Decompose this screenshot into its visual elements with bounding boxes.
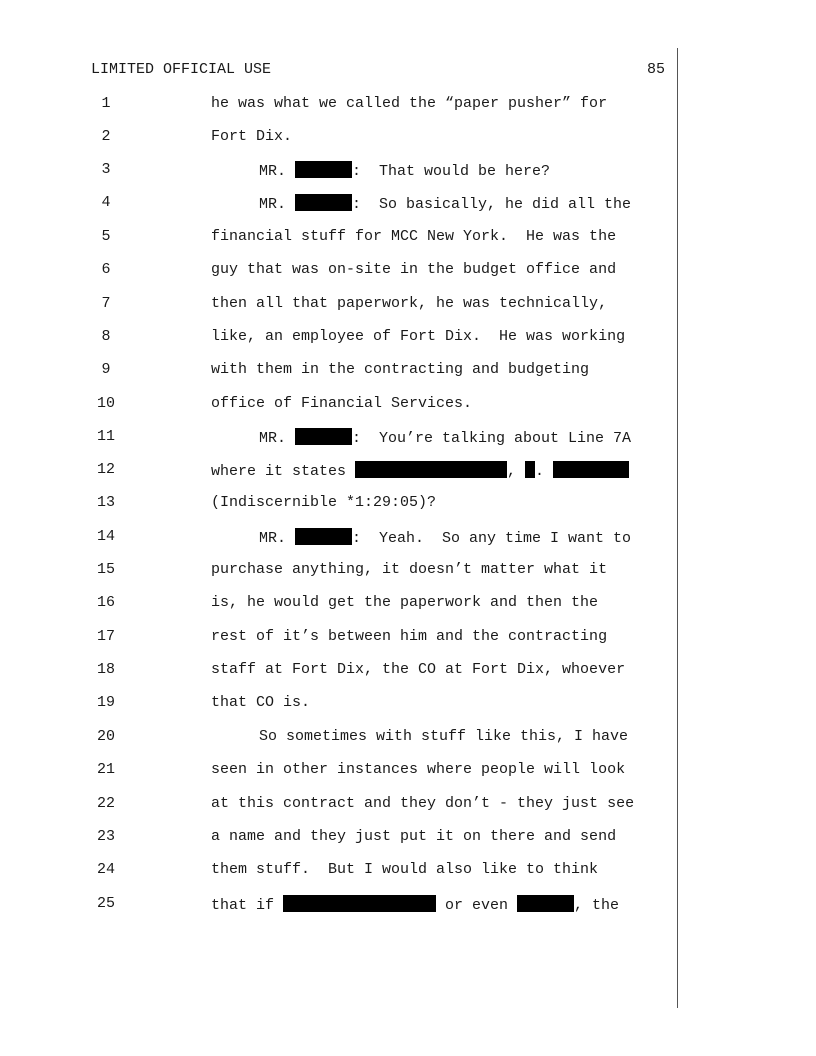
transcript-line bbox=[0, 228, 680, 250]
line-text bbox=[211, 461, 629, 480]
line-number: 16 bbox=[96, 594, 115, 611]
redaction-box bbox=[295, 194, 352, 211]
line-text: guy that was on-site in the budget office and bbox=[211, 261, 617, 278]
line-number: 12 bbox=[96, 461, 115, 478]
line-text-part: or even bbox=[436, 897, 518, 914]
transcript-line bbox=[0, 295, 680, 317]
line-number: 11 bbox=[96, 428, 115, 445]
line-number: 19 bbox=[96, 694, 115, 711]
speaker-line bbox=[259, 161, 550, 180]
line-number: 8 bbox=[101, 328, 111, 345]
line-text-part: , the bbox=[574, 897, 620, 914]
redaction-box bbox=[283, 895, 436, 912]
speaker-prefix: MR. bbox=[259, 430, 296, 447]
line-text: a name and they just put it on there and send bbox=[211, 828, 617, 845]
line-number: 2 bbox=[101, 128, 111, 145]
transcript-line bbox=[0, 594, 680, 616]
line-text: Fort Dix. bbox=[211, 128, 293, 145]
line-text: is, he would get the paperwork and then the bbox=[211, 594, 599, 611]
line-text: that CO is. bbox=[211, 694, 311, 711]
transcript-line bbox=[0, 895, 680, 917]
line-number: 14 bbox=[96, 528, 115, 545]
transcript-line bbox=[0, 328, 680, 350]
speaker-prefix: MR. bbox=[259, 163, 296, 180]
line-text-part: that if bbox=[211, 897, 284, 914]
line-number: 6 bbox=[101, 261, 111, 278]
line-number: 18 bbox=[96, 661, 115, 678]
line-text: seen in other instances where people will look bbox=[211, 761, 626, 778]
transcript-line bbox=[0, 528, 680, 550]
line-text: with them in the contracting and budgeting bbox=[211, 361, 590, 378]
line-text: rest of it’s between him and the contracting bbox=[211, 628, 608, 645]
transcript-line bbox=[0, 795, 680, 817]
line-number: 4 bbox=[101, 194, 111, 211]
transcript-line bbox=[0, 461, 680, 483]
line-text: then all that paperwork, he was technically, bbox=[211, 295, 608, 312]
line-number: 7 bbox=[101, 295, 111, 312]
line-number: 9 bbox=[101, 361, 111, 378]
line-number: 21 bbox=[96, 761, 115, 778]
redaction-box bbox=[295, 428, 352, 445]
line-text: financial stuff for MCC New York. He was the bbox=[211, 228, 617, 245]
speaker-text: : You’re talking about Line 7A bbox=[352, 430, 632, 447]
transcript-line bbox=[0, 395, 680, 417]
speaker-text: : So basically, he did all the bbox=[352, 196, 632, 213]
line-number: 23 bbox=[96, 828, 115, 845]
line-text: (Indiscernible *1:29:05)? bbox=[211, 494, 437, 511]
redaction-box bbox=[295, 528, 352, 545]
line-number: 5 bbox=[101, 228, 111, 245]
line-text-part: . bbox=[535, 463, 554, 480]
line-text: them stuff. But I would also like to think bbox=[211, 861, 599, 878]
redaction-box bbox=[295, 161, 352, 178]
transcript-line bbox=[0, 561, 680, 583]
line-number: 22 bbox=[96, 795, 115, 812]
line-text: office of Financial Services. bbox=[211, 395, 473, 412]
line-number: 13 bbox=[96, 494, 115, 511]
speaker-text: : That would be here? bbox=[352, 163, 551, 180]
line-number: 1 bbox=[101, 95, 111, 112]
transcript-line bbox=[0, 494, 680, 516]
redaction-box bbox=[355, 461, 507, 478]
transcript-line bbox=[0, 861, 680, 883]
line-number: 3 bbox=[101, 161, 111, 178]
line-text bbox=[211, 895, 619, 914]
transcript-line bbox=[0, 728, 680, 750]
line-number: 15 bbox=[96, 561, 115, 578]
line-text: staff at Fort Dix, the CO at Fort Dix, whoever bbox=[211, 661, 626, 678]
line-number: 20 bbox=[96, 728, 115, 745]
speaker-prefix: MR. bbox=[259, 530, 296, 547]
speaker-line bbox=[259, 194, 631, 213]
transcript-line bbox=[0, 95, 680, 117]
page-number: 85 bbox=[647, 61, 666, 78]
transcript-line bbox=[0, 428, 680, 450]
line-number: 24 bbox=[96, 861, 115, 878]
header-classification: LIMITED OFFICIAL USE bbox=[91, 61, 272, 78]
transcript-line bbox=[0, 761, 680, 783]
line-number: 25 bbox=[96, 895, 115, 912]
transcript-line bbox=[0, 161, 680, 183]
transcript-line bbox=[0, 128, 680, 150]
transcript-line bbox=[0, 828, 680, 850]
line-text: So sometimes with stuff like this, I have bbox=[259, 728, 629, 745]
transcript-line bbox=[0, 194, 680, 216]
line-text: he was what we called the “paper pusher” for bbox=[211, 95, 608, 112]
line-text: like, an employee of Fort Dix. He was working bbox=[211, 328, 626, 345]
transcript-line bbox=[0, 261, 680, 283]
speaker-line bbox=[259, 428, 631, 447]
transcript-line bbox=[0, 628, 680, 650]
line-number: 17 bbox=[96, 628, 115, 645]
line-text-part: where it states bbox=[211, 463, 356, 480]
transcript-line bbox=[0, 694, 680, 716]
redaction-box bbox=[553, 461, 629, 478]
speaker-prefix: MR. bbox=[259, 196, 296, 213]
line-number: 10 bbox=[96, 395, 115, 412]
transcript-line bbox=[0, 661, 680, 683]
speaker-text: : Yeah. So any time I want to bbox=[352, 530, 632, 547]
speaker-line bbox=[259, 528, 631, 547]
redaction-box bbox=[517, 895, 574, 912]
line-text: purchase anything, it doesn’t matter what it bbox=[211, 561, 608, 578]
line-text-part: , bbox=[507, 463, 526, 480]
transcript-line bbox=[0, 361, 680, 383]
redaction-box bbox=[525, 461, 535, 478]
line-text: at this contract and they don’t - they just see bbox=[211, 795, 635, 812]
